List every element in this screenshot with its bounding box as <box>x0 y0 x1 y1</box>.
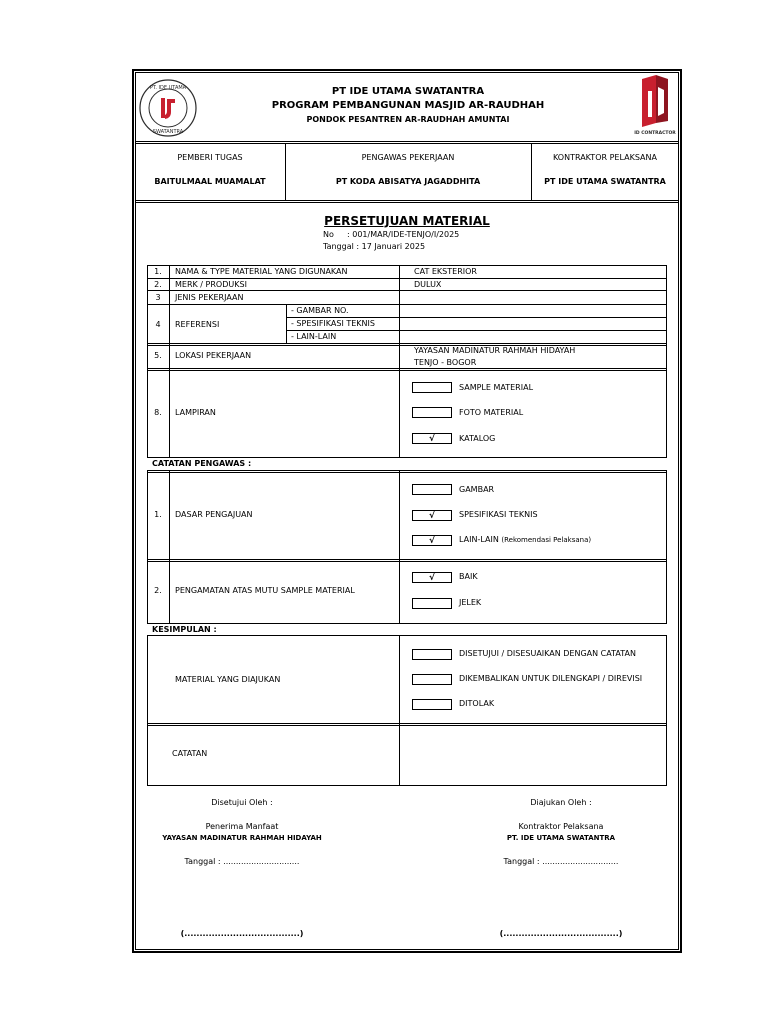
row5-label: LOKASI PEKERJAAN <box>175 351 252 360</box>
sign-right-header: Diajukan Oleh : <box>530 798 592 807</box>
parties-divider-2 <box>531 143 532 200</box>
row4-sub-other: - LAIN-LAIN <box>291 332 337 341</box>
row-line <box>286 317 667 318</box>
row-line <box>147 723 667 724</box>
party-name-supervisor: PT KODA ABISATYA JAGADDHITA <box>335 177 481 186</box>
checkbox-baik[interactable]: √ <box>412 572 452 583</box>
contractor-logo <box>634 73 676 137</box>
checkbox-katalog[interactable]: √ <box>412 433 452 444</box>
header-divider-double <box>135 143 679 144</box>
catatan-pengawas-table <box>147 470 667 624</box>
checkbox-lain-lain[interactable]: √ <box>412 535 452 546</box>
row3-no: 3 <box>155 293 161 302</box>
dasar-label: DASAR PENGAJUAN <box>175 510 253 519</box>
sign-left-signature-line: (......................................) <box>180 929 304 938</box>
party-role-owner: PEMBERI TUGAS <box>177 153 243 162</box>
option-jelek: JELEK <box>459 598 482 607</box>
row1-label: NAMA & TYPE MATERIAL YANG DIGUNAKAN <box>175 267 348 276</box>
doc-number-label: No <box>323 230 334 239</box>
row5-value-line2: TENJO - BOGOR <box>414 358 477 367</box>
col-line <box>399 470 400 624</box>
row4-sub-spec: - SPESIFIKASI TEKNIS <box>291 319 375 328</box>
material-diajukan-label: MATERIAL YANG DIAJUKAN <box>175 675 281 684</box>
doc-date: Tanggal : 17 Januari 2025 <box>323 242 426 251</box>
company-seal-logo <box>138 78 198 138</box>
row5-no: 5. <box>154 351 162 360</box>
checkbox-jelek[interactable] <box>412 598 452 609</box>
sign-left-name: YAYASAN MADINATUR RAHMAH HIDAYAH <box>162 834 322 842</box>
col-line <box>169 470 170 624</box>
parties-bottom-line <box>135 200 679 201</box>
row4-label: REFERENSI <box>175 320 220 329</box>
sign-right-role: Kontraktor Pelaksana <box>518 822 604 831</box>
program-title: PROGRAM PEMBANGUNAN MASJID AR-RAUDHAH <box>271 100 545 111</box>
row-line <box>147 345 667 346</box>
catatan-pengawas-heading: CATATAN PENGAWAS : <box>152 459 252 468</box>
row-line <box>147 370 667 371</box>
checkbox-dikembalikan[interactable] <box>412 674 452 685</box>
sign-left-header: Disetujui Oleh : <box>211 798 273 807</box>
checkbox-disetujui[interactable] <box>412 649 452 660</box>
row8-label: LAMPIRAN <box>175 408 216 417</box>
checkbox-spesifikasi[interactable]: √ <box>412 510 452 521</box>
catatan-field[interactable] <box>400 726 666 785</box>
party-name-contractor: PT IDE UTAMA SWATANTRA <box>544 177 666 186</box>
row8-no: 8. <box>154 408 162 417</box>
option-baik: BAIK <box>459 572 478 581</box>
option-ditolak: DITOLAK <box>459 699 495 708</box>
row2-no: 2. <box>154 280 162 289</box>
parties-divider-1 <box>285 143 286 200</box>
row-line <box>147 343 667 344</box>
row-line <box>147 290 667 291</box>
row2-label: MERK / PRODUKSI <box>175 280 247 289</box>
seal-bottom-text: SWATANTRA <box>152 129 184 135</box>
option-sample-material: SAMPLE MATERIAL <box>459 383 534 392</box>
row-line <box>147 368 667 369</box>
checkbox-foto-material[interactable] <box>412 407 452 418</box>
company-name: PT IDE UTAMA SWATANTRA <box>331 86 485 97</box>
option-gambar: GAMBAR <box>459 485 495 494</box>
row-line <box>147 559 667 560</box>
sign-right-date: Tanggal : .............................. <box>503 857 619 866</box>
checkbox-sample-material[interactable] <box>412 382 452 393</box>
row-line <box>286 330 667 331</box>
party-role-supervisor: PENGAWAS PEKERJAAN <box>361 153 455 162</box>
party-name-owner: BAITULMAAL MUAMALAT <box>154 177 266 186</box>
parties-bottom-line-double <box>135 202 679 203</box>
option-lain-lain-label: LAIN-LAIN <box>459 535 499 544</box>
header-divider <box>135 141 679 142</box>
sign-right-signature-line: (......................................) <box>499 929 623 938</box>
items-col-value <box>399 265 400 458</box>
option-dikembalikan: DIKEMBALIKAN UNTUK DILENGKAPI / DIREVISI <box>459 674 643 683</box>
sign-right-name: PT. IDE UTAMA SWATANTRA <box>506 834 616 842</box>
row5-value-line1: YAYASAN MADINATUR RAHMAH HIDAYAH <box>414 346 576 355</box>
checkbox-ditolak[interactable] <box>412 699 452 710</box>
row1-no: 1. <box>154 267 162 276</box>
row-line <box>147 561 667 562</box>
party-role-contractor: KONTRAKTOR PELAKSANA <box>553 153 657 162</box>
option-disetujui: DISETUJUI / DISESUAIKAN DENGAN CATATAN <box>459 649 636 658</box>
row2-value: DULUX <box>414 280 442 289</box>
items-col-sub <box>286 304 287 343</box>
program-location: PONDOK PESANTREN AR-RAUDHAH AMUNTAI <box>306 115 510 124</box>
row4-sub-drawing: - GAMBAR NO. <box>291 306 349 315</box>
pengamatan-label: PENGAMATAN ATAS MUTU SAMPLE MATERIAL <box>175 586 355 595</box>
option-lain-lain <box>459 536 591 544</box>
dasar-no: 1. <box>154 510 162 519</box>
doc-number-value: : 001/MAR/IDE-TENJO/I/2025 <box>347 230 460 239</box>
sign-left-date: Tanggal : .............................. <box>184 857 300 866</box>
option-lain-lain-note: (Rekomendasi Pelaksana) <box>501 536 592 544</box>
row3-label: JENIS PEKERJAAN <box>175 293 244 302</box>
option-foto-material: FOTO MATERIAL <box>459 408 524 417</box>
items-col-no <box>169 265 170 458</box>
row1-value: CAT EKSTERIOR <box>414 267 477 276</box>
pengamatan-no: 2. <box>154 586 162 595</box>
catatan-label: CATATAN <box>172 749 208 758</box>
option-spesifikasi: SPESIFIKASI TEKNIS <box>459 510 538 519</box>
sign-left-role: Penerima Manfaat <box>205 822 279 831</box>
row-line <box>147 304 667 305</box>
contractor-logo-caption: ID CONTRACTOR <box>634 131 676 136</box>
row-line <box>147 278 667 279</box>
document-title: PERSETUJUAN MATERIAL <box>324 214 490 228</box>
row4-no: 4 <box>155 320 161 329</box>
kesimpulan-heading: KESIMPULAN : <box>152 625 217 634</box>
option-katalog: KATALOG <box>459 434 496 443</box>
row-line <box>147 472 667 473</box>
seal-top-text: PT. IDE UTAMA <box>149 85 187 91</box>
checkbox-gambar[interactable] <box>412 484 452 495</box>
